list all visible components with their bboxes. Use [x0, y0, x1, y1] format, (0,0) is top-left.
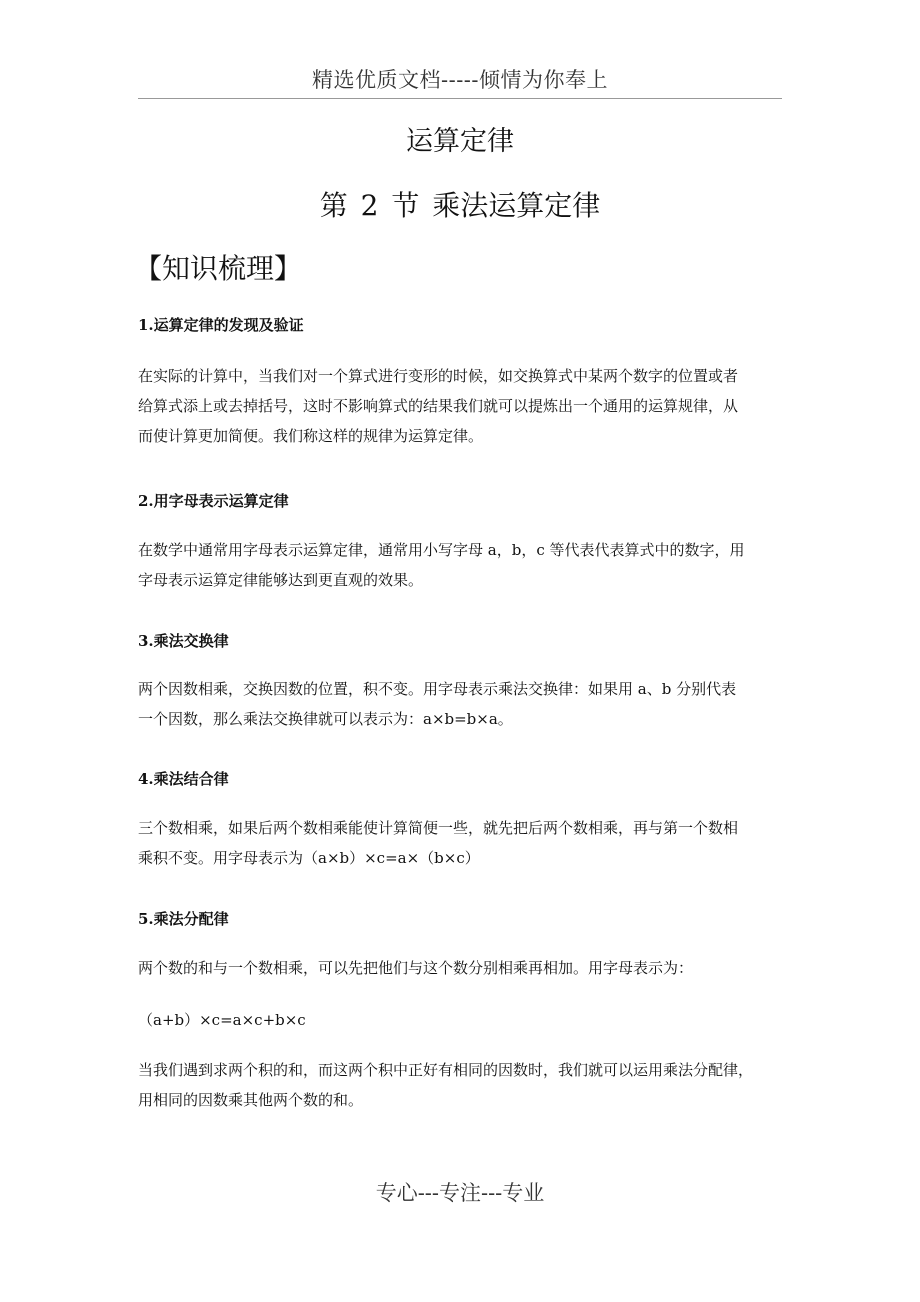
heading-5: 5.乘法分配律	[138, 910, 229, 928]
paragraph-line: 字母表示运算定律能够达到更直观的效果。	[138, 571, 424, 589]
paragraph-line: 两个因数相乘，交换因数的位置，积不变。用字母表示乘法交换律：如果用 a、b 分别代表	[138, 680, 737, 698]
paragraph-line: 一个因数，那么乘法交换律就可以表示为：a×b=b×a。	[138, 710, 513, 728]
paragraph-5	[138, 953, 782, 983]
paragraph-line: 当我们遇到求两个积的和，而这两个积中正好有相同的因数时，我们就可以运用乘法分配律，	[138, 1061, 754, 1079]
paragraph-5-extra	[138, 1055, 782, 1115]
paragraph-1	[138, 361, 782, 451]
paragraph-4	[138, 813, 782, 873]
paragraph-line: 两个数的和与一个数相乘，可以先把他们与这个数分别相乘再相加。用字母表示为：	[138, 959, 694, 977]
knowledge-heading: 【知识梳理】	[134, 252, 303, 285]
paragraph-line: 三个数相乘，如果后两个数相乘能使计算简便一些，就先把后两个数相乘，再与第一个数相	[138, 819, 739, 837]
paragraph-line: 而使计算更加简便。我们称这样的规律为运算定律。	[138, 427, 484, 445]
paragraph-line: 用相同的因数乘其他两个数的和。	[138, 1091, 364, 1109]
heading-3: 3.乘法交换律	[138, 632, 229, 650]
formula-distributive: （a+b）×c=a×c+b×c	[138, 1011, 306, 1029]
paragraph-2	[138, 535, 782, 595]
paragraph-line: 给算式添上或去掉括号，这时不影响算式的结果我们就可以提炼出一个通用的运算规律，从	[138, 397, 739, 415]
heading-1: 1.运算定律的发现及验证	[138, 316, 304, 334]
heading-2: 2.用字母表示运算定律	[138, 492, 289, 510]
paragraph-line: 在数学中通常用字母表示运算定律，通常用小写字母 a，b，c 等代表代表算式中的数字，用	[138, 541, 745, 559]
page-footer: 专心---专注---专业	[375, 1181, 545, 1205]
paragraph-line: 乘积不变。用字母表示为（a×b）×c=a×（b×c）	[138, 849, 480, 867]
heading-4: 4.乘法结合律	[138, 770, 229, 788]
paragraph-line: 在实际的计算中，当我们对一个算式进行变形的时候，如交换算式中某两个数字的位置或者	[138, 367, 739, 385]
section-title: 第 2 节 乘法运算定律	[319, 189, 601, 222]
paragraph-3	[138, 674, 782, 734]
page-header: 精选优质文档-----倾情为你奉上	[312, 68, 608, 92]
document-title: 运算定律	[406, 126, 514, 157]
header-divider	[138, 98, 782, 99]
